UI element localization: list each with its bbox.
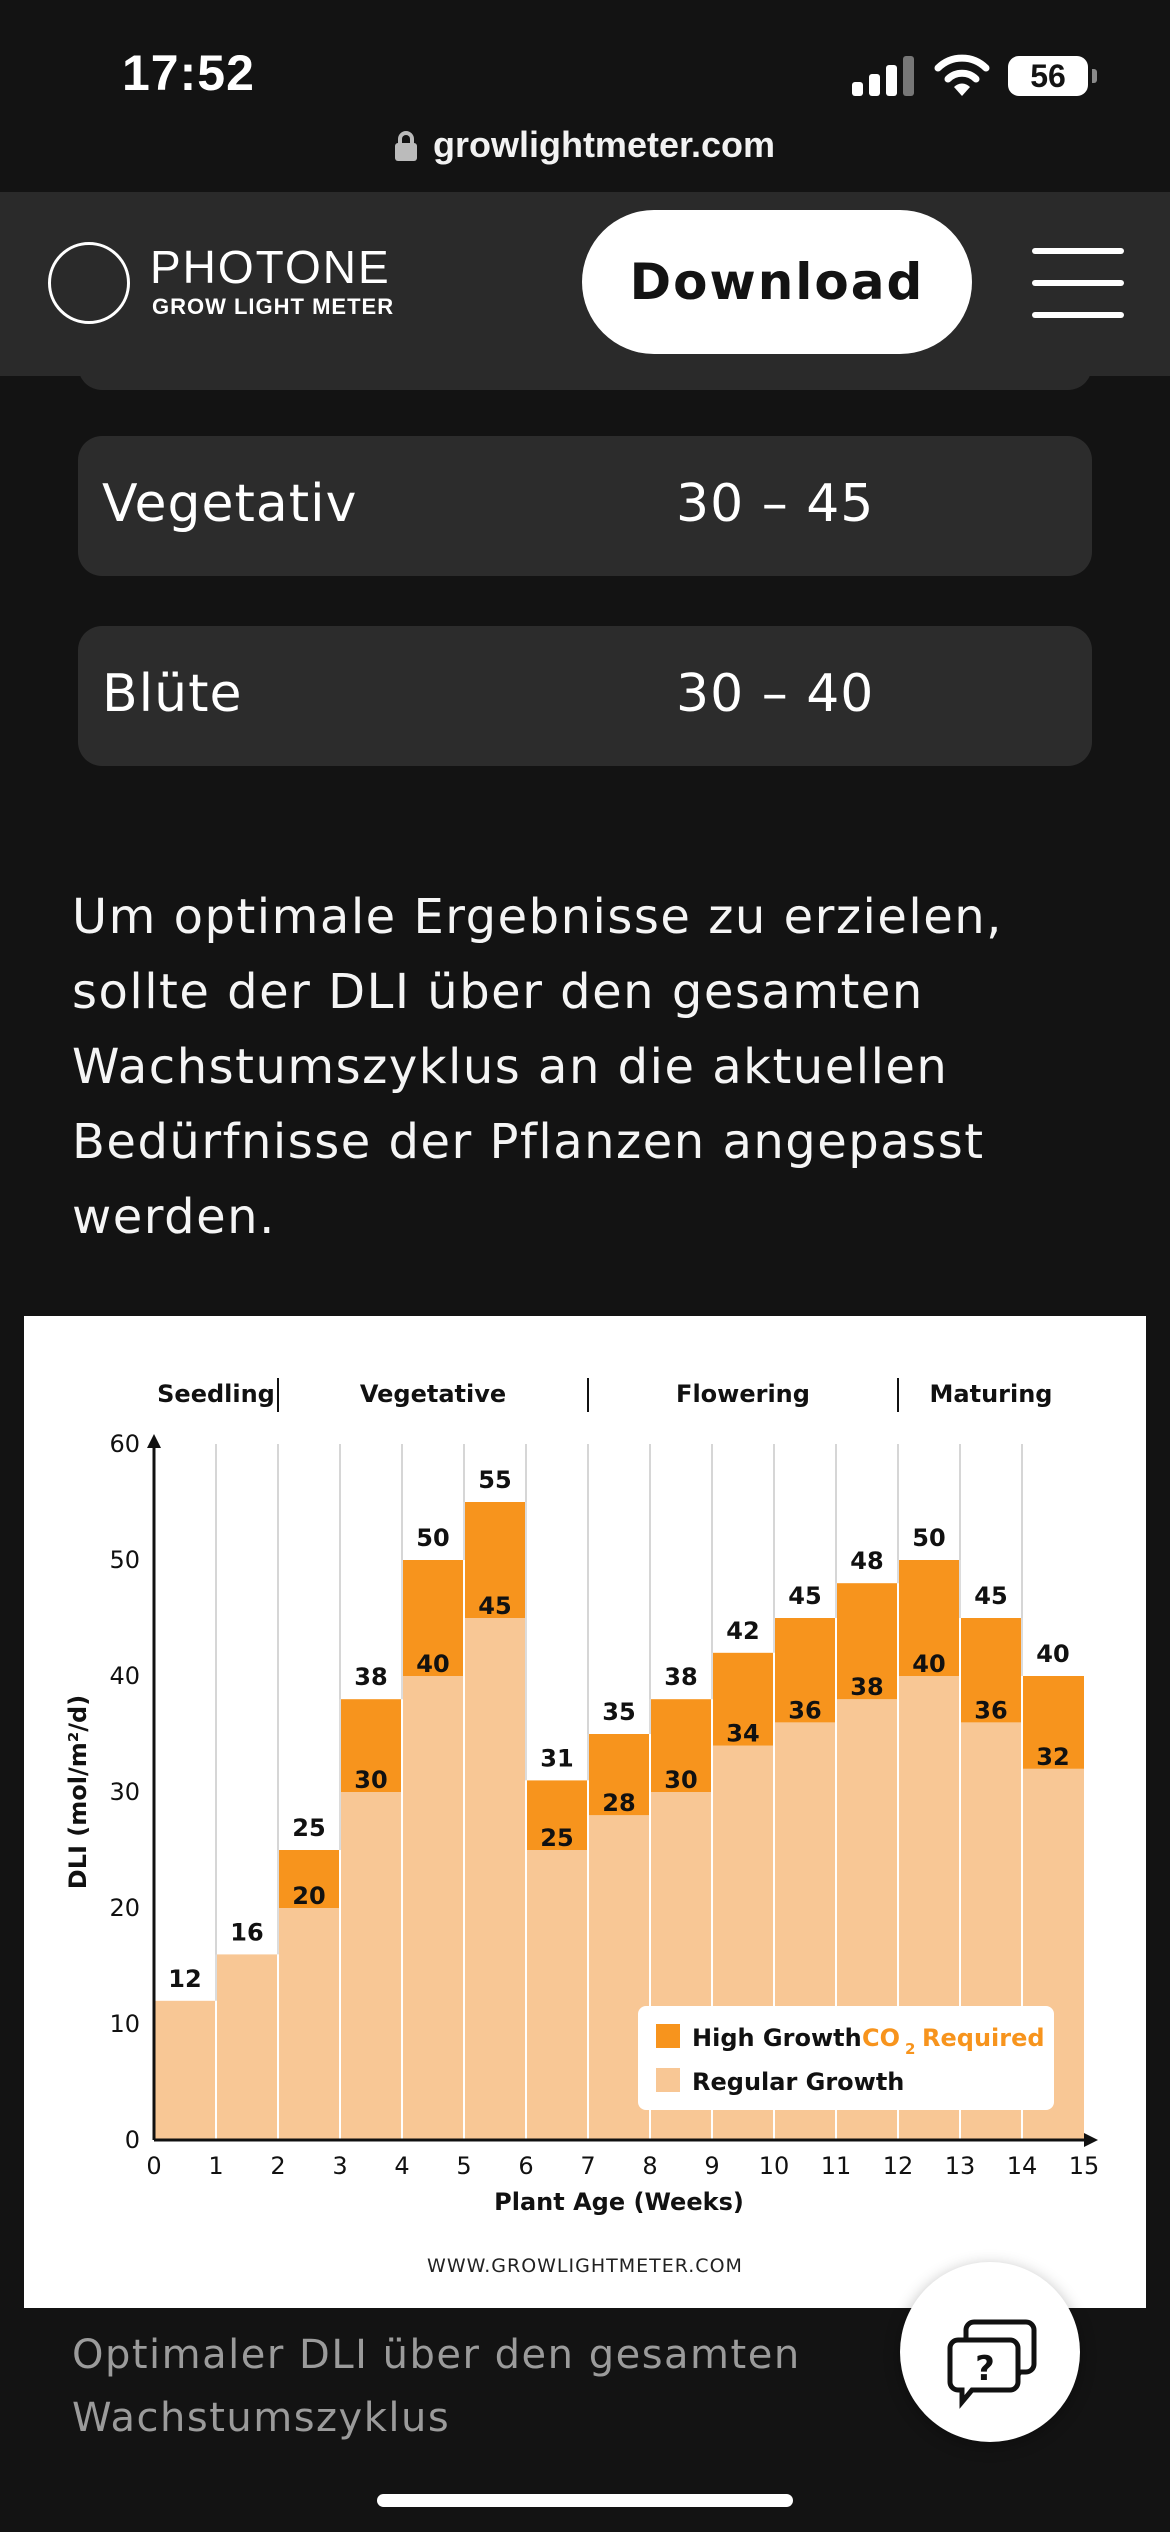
legend-label-high: High Growth bbox=[692, 2024, 862, 2052]
phase-label: Seedling bbox=[157, 1380, 275, 1408]
url-bar[interactable] bbox=[0, 124, 1170, 166]
y-tick-label: 0 bbox=[124, 2126, 140, 2154]
logo-circle-icon bbox=[48, 242, 130, 324]
cellular-signal-icon bbox=[852, 56, 916, 96]
data-label-total: 35 bbox=[602, 1698, 636, 1726]
lock-icon bbox=[395, 131, 417, 161]
y-tick-label: 30 bbox=[109, 1778, 140, 1806]
x-tick-label: 8 bbox=[642, 2152, 658, 2180]
data-label-total: 45 bbox=[974, 1582, 1008, 1610]
data-label-total: 31 bbox=[540, 1744, 574, 1773]
data-label-total: 48 bbox=[850, 1547, 884, 1576]
svg-text:?: ? bbox=[975, 2349, 995, 2389]
data-label-total: 50 bbox=[912, 1524, 946, 1552]
data-label-regular: 28 bbox=[602, 1789, 636, 1818]
y-axis-label: DLI (mol/m²/d) bbox=[64, 1694, 92, 1890]
phase-label: Flowering bbox=[676, 1380, 810, 1408]
row-label: Blüte bbox=[102, 664, 243, 724]
phase-label: Vegetative bbox=[359, 1380, 507, 1408]
row-value: 30 – 40 bbox=[676, 664, 875, 724]
x-tick-label: 1 bbox=[208, 2152, 224, 2180]
data-label-regular: 45 bbox=[478, 1592, 512, 1620]
logo-subtitle: GROW LIGHT METER bbox=[152, 294, 395, 319]
y-tick-label: 20 bbox=[109, 1894, 140, 1922]
data-label-regular: 25 bbox=[540, 1824, 574, 1852]
legend-swatch-regular bbox=[656, 2068, 680, 2092]
x-axis-arrow-icon bbox=[1084, 2133, 1098, 2147]
y-tick-label: 10 bbox=[109, 2010, 140, 2038]
x-tick-label: 15 bbox=[1068, 2152, 1100, 2180]
data-label-regular: 36 bbox=[974, 1696, 1008, 1725]
y-tick-label: 50 bbox=[109, 1546, 140, 1574]
battery-icon: 56 bbox=[1008, 56, 1088, 96]
data-label-regular: 20 bbox=[292, 1882, 326, 1910]
bar-regular-growth bbox=[340, 1792, 402, 2140]
chart-caption: Optimaler DLI über den gesamten Wachstumszyklus bbox=[72, 2332, 801, 2441]
x-tick-label: 6 bbox=[518, 2152, 534, 2180]
x-tick-label: 4 bbox=[394, 2152, 410, 2180]
x-axis-label: Plant Age (Weeks) bbox=[494, 2188, 744, 2216]
bar-regular-growth bbox=[526, 1850, 588, 2140]
logo-title: PHOTONE bbox=[150, 241, 391, 293]
body-paragraph: Um optimale Ergebnisse zu erzielen, sollte der DLI über den gesamten Wachstumszyklus an die aktuellen Bedürfnisse der Pflanzen angepasst werden. bbox=[72, 889, 1003, 1245]
x-tick-label: 5 bbox=[456, 2152, 472, 2180]
bar-regular-growth bbox=[402, 1676, 464, 2140]
bar-regular-growth bbox=[154, 2001, 216, 2140]
data-label-total: 38 bbox=[354, 1663, 388, 1692]
data-label-regular: 30 bbox=[664, 1766, 698, 1794]
data-label-regular: 30 bbox=[354, 1766, 388, 1794]
x-tick-label: 13 bbox=[944, 2152, 976, 2180]
status-bar bbox=[0, 0, 1170, 165]
row-label: Vegetativ bbox=[102, 474, 358, 534]
data-label-regular: 40 bbox=[912, 1650, 946, 1678]
data-label-regular: 32 bbox=[1036, 1742, 1070, 1771]
data-label-regular: 38 bbox=[850, 1673, 884, 1702]
legend-swatch-high bbox=[656, 2024, 680, 2048]
table-row bbox=[78, 626, 1092, 766]
data-label-regular: 40 bbox=[416, 1650, 450, 1678]
bar-regular-growth bbox=[464, 1618, 526, 2140]
y-tick-label: 40 bbox=[109, 1662, 140, 1690]
x-tick-label: 0 bbox=[146, 2152, 162, 2180]
x-tick-label: 9 bbox=[704, 2152, 720, 2180]
chart-footer: WWW.GROWLIGHTMETER.COM bbox=[427, 2255, 743, 2277]
data-label-regular: 36 bbox=[788, 1696, 822, 1725]
status-time: 17:52 bbox=[122, 45, 255, 101]
data-label-total: 12 bbox=[168, 1964, 202, 1993]
legend-co2-required: Required bbox=[922, 2024, 1045, 2052]
table-row bbox=[78, 436, 1092, 576]
chat-question-icon bbox=[900, 2262, 1080, 2442]
hamburger-menu-icon[interactable] bbox=[1032, 248, 1124, 318]
dli-chart bbox=[24, 1316, 1146, 2308]
x-tick-label: 2 bbox=[270, 2152, 286, 2180]
home-indicator bbox=[377, 2494, 793, 2507]
chart-svg bbox=[24, 1316, 1146, 2308]
x-tick-label: 7 bbox=[580, 2152, 596, 2180]
row-value: 30 – 45 bbox=[676, 474, 875, 534]
data-label-total: 45 bbox=[788, 1582, 822, 1610]
y-tick-label: 60 bbox=[109, 1430, 140, 1458]
bar-regular-growth bbox=[278, 1908, 340, 2140]
x-tick-label: 14 bbox=[1006, 2152, 1038, 2180]
data-label-total: 42 bbox=[726, 1616, 760, 1645]
bar-regular-growth bbox=[216, 1954, 278, 2140]
legend-label-regular: Regular Growth bbox=[692, 2068, 905, 2096]
data-label-total: 38 bbox=[664, 1663, 698, 1692]
url-text: growlightmeter.com bbox=[432, 124, 776, 165]
download-button[interactable]: Download bbox=[582, 210, 972, 354]
site-header bbox=[0, 192, 1170, 376]
data-label-total: 50 bbox=[416, 1524, 450, 1552]
data-label-total: 25 bbox=[292, 1814, 326, 1842]
legend-co2-subscript: 2 bbox=[905, 2040, 916, 2058]
help-chat-button[interactable] bbox=[900, 2262, 1080, 2442]
data-label-total: 40 bbox=[1036, 1640, 1070, 1668]
phase-label: Maturing bbox=[929, 1380, 1053, 1408]
data-label-regular: 34 bbox=[726, 1719, 760, 1748]
legend-co2-label: CO bbox=[862, 2024, 901, 2052]
data-label-total: 16 bbox=[230, 1918, 264, 1947]
y-axis-arrow-icon bbox=[147, 1434, 161, 1448]
x-tick-label: 11 bbox=[820, 2152, 852, 2180]
wifi-icon bbox=[934, 52, 990, 98]
x-tick-label: 3 bbox=[332, 2152, 348, 2180]
x-tick-label: 10 bbox=[758, 2152, 790, 2180]
x-tick-label: 12 bbox=[882, 2152, 914, 2180]
data-label-total: 55 bbox=[478, 1466, 512, 1494]
